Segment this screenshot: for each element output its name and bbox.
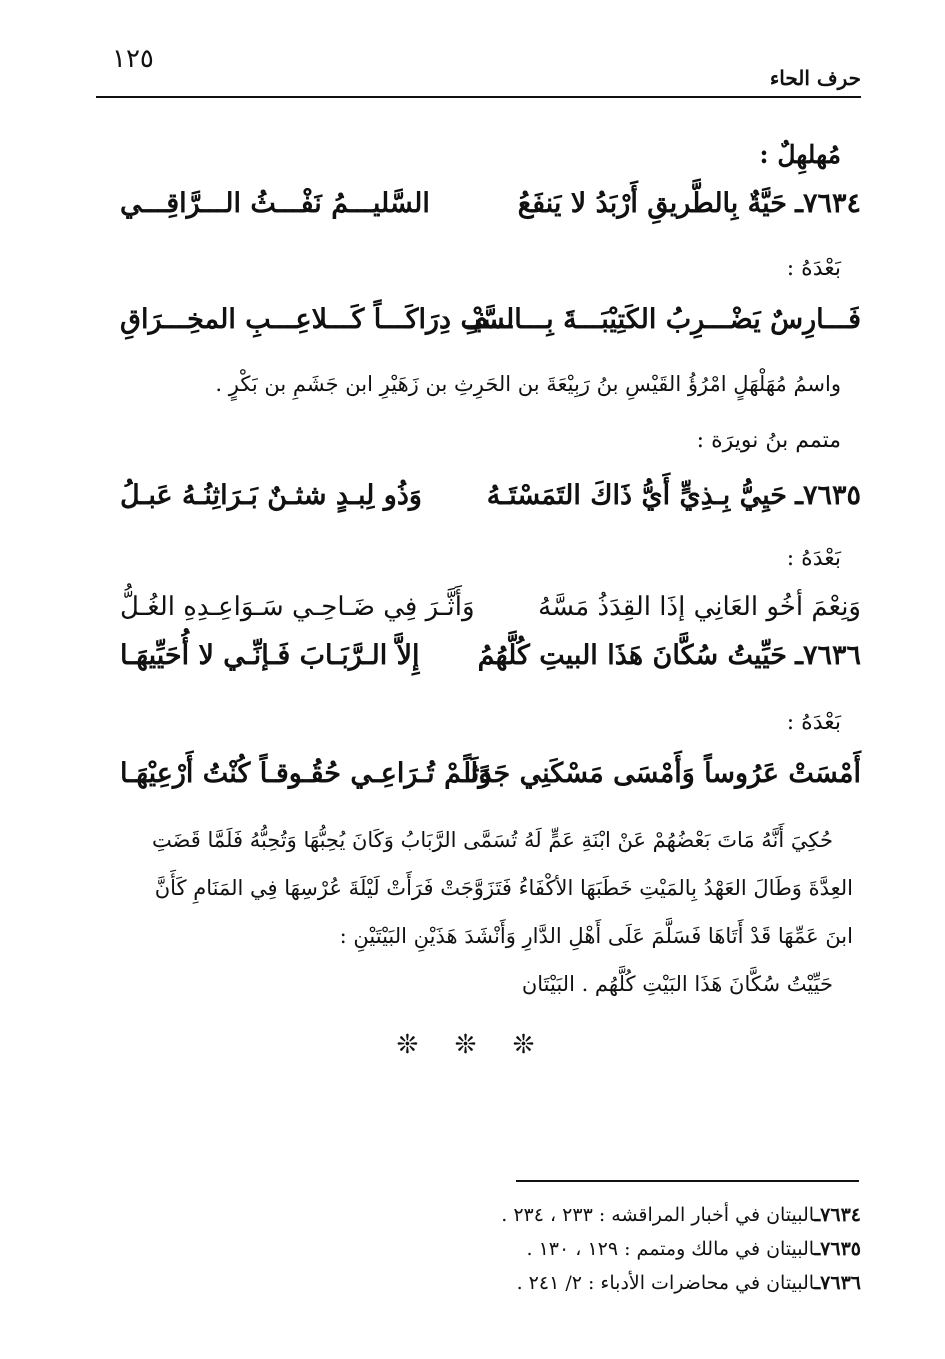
verse-second-hemistich: وَأَثَّـرَ فِي ضَـاحِـي سَـوَاعِـدِهِ الغُـلُّ <box>120 592 475 622</box>
verse-number: ٧٦٣٦ـ <box>795 640 861 671</box>
anecdote-line: حُكِيَ أَنَّهُ مَاتَ بَعْضُهُمْ عَنْ ابْنَةِ عَمٍّ لَهُ تُسَمَّى الرَّبَابُ وَكَانَ يُحِبُّهَا وَتُحِبُّهُ فَلَمَّا قَضَتِ <box>151 828 833 852</box>
verse-second-hemistich: ـــفِ دِرَاكَـــاً كَـــلاعِـــبِ المخِـــرَاقِ <box>120 304 513 335</box>
verse-first-hemistich: حَيِّيتُ سُكَّانَ هَذَا البيتِ كُلَّهُمُ <box>477 640 787 671</box>
footnote-number: ٧٦٣٥ـ <box>814 1238 861 1260</box>
poet-name-muhalhil: مُهلهِلٌ : <box>759 140 841 169</box>
after-label: بَعْدَهُ : <box>786 546 841 571</box>
footnote-text: البيتان في مالك ومتمم : ١٢٩ ، ١٣٠ . <box>526 1238 815 1260</box>
anecdote-line: ابنَ عَمِّهَا قَدْ أَتَاهَا فَسَلَّمَ عَلَى أَهْلِ الدَّارِ وَأَنْشَدَ هَذَيْنِ البَيْتَيْنِ : <box>339 924 853 948</box>
verse-7636 <box>120 640 861 684</box>
poet-name-mutammim: متمم بنُ نويرَة : <box>696 428 841 453</box>
verse-7634 <box>120 188 861 232</box>
after-label: بَعْدَهُ : <box>786 710 841 735</box>
verse-first-hemistich: حَيَّةٌ بِالطَّريقِ أَرْبَدُ لا يَنفَعُ <box>517 188 787 219</box>
footnote-number: ٧٦٣٦ـ <box>814 1272 861 1294</box>
verse-second-hemistich: وَلَـمْ تُـرَاعِـي حُقُـوقـاً كُنْتُ أَرْعِيْهَـا <box>120 758 492 789</box>
after-label: بَعْدَهُ : <box>786 256 841 281</box>
verse-first-hemistich: حَيِيُّ بِـذِيٍّ أَيُّ ذَاكَ التَمَسْتَـهُ <box>486 480 787 511</box>
footnote-text: البيتان في محاضرات الأدباء : ٢/ ٢٤١ . <box>516 1272 815 1294</box>
verse-7635 <box>120 480 861 524</box>
footnote-7636 <box>517 1272 861 1294</box>
footnote-7635 <box>527 1238 862 1260</box>
biographical-note: واسمُ مُهَلْهَلٍ امْرُؤُ القَيْسِ بنُ رَبِيْعَةَ بن الحَرِثِ بن زَهَيْرِ ابن جَشَمِ بن بَكْرٍ . <box>215 372 841 396</box>
header-rule <box>96 96 861 98</box>
verse-after-7634 <box>120 304 861 348</box>
section-separator: ❊ ❊ ❊ <box>396 1030 549 1060</box>
verse-second-hemistich: السَّليـــمُ نَفْـــثُ الـــرَّاقِـــي <box>120 188 430 219</box>
anecdote-line: حَيِّيْتُ سُكَّانَ هَذَا البَيْتِ كُلَّهُم . البَيْتَان <box>521 972 833 996</box>
verse-first-hemistich: أَمْسَتْ عَرُوساً وَأَمْسَى مَسْكَنِي جَدَثاً <box>463 758 861 789</box>
verse-after-7635 <box>120 592 861 636</box>
footnote-rule <box>516 1180 859 1182</box>
page-number: ١٢٥ <box>112 44 154 74</box>
anecdote-line: العِدَّةَ وَطَالَ العَهْدُ بِالمَيْتِ خَطَبَهَا الأكْفَاءُ فَتَزَوَّجَتْ فَرَأَتْ لَيْلَةَ عُرْسِهَا فِي المَنَامِ كَأَنَّ <box>154 876 853 900</box>
verse-second-hemistich: وَذُو لِبـدٍ شثـنٌ بَـرَاثِنُـهُ عَبـلُ <box>120 480 422 511</box>
footnote-7634 <box>501 1204 861 1226</box>
footnote-text: البيتان في أخبار المراقشه : ٢٣٣ ، ٢٣٤ . <box>501 1204 815 1226</box>
footnote-number: ٧٦٣٤ـ <box>814 1204 861 1226</box>
verse-after-7636 <box>120 758 861 802</box>
verse-first-hemistich: فَـــارِسٌ يَضْـــرِبُ الكَتِيْبَـــةَ بِـــالسَّيْـ <box>465 304 861 335</box>
verse-number: ٧٦٣٥ـ <box>795 480 861 511</box>
verse-second-hemistich: إِلاَّ الـرَّبَـابَ فَـإنِّـي لا أُحَيِّيهَـا <box>120 640 420 671</box>
running-title: حرف الحاء <box>769 66 861 90</box>
verse-number: ٧٦٣٤ـ <box>795 188 861 219</box>
verse-first-hemistich: وَنِعْمَ أخُو العَانِي إذَا القِدَذُ مَسَّهُ <box>538 592 861 622</box>
